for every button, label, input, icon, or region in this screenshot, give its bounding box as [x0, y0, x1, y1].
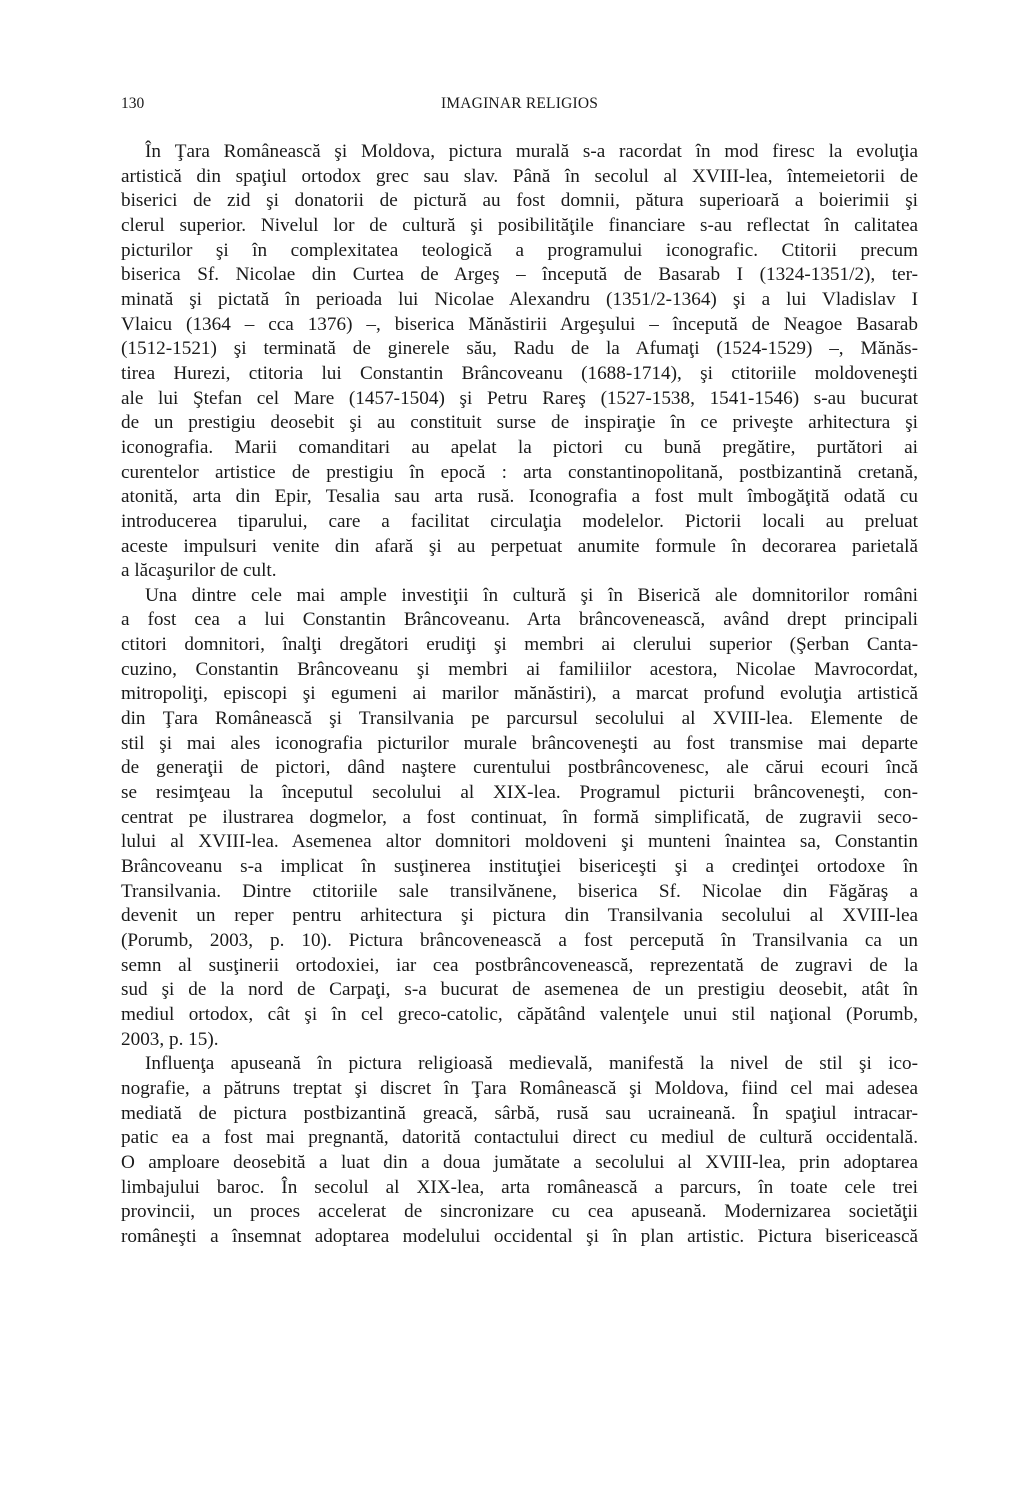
- text-line: (Porumb, 2003, p. 10). Pictura brâncovenească a fost percepută în Transilvania ca un: [121, 930, 918, 951]
- paragraph-1: [121, 140, 918, 584]
- text-line: artistică din spaţiul ortodox grec sau slav. Până în secolul al XVIII-lea, întemeietorii de: [121, 165, 918, 187]
- text-line: ctitori domnitori, înalţi dregători erudiţi şi membri ai clerului superior (Şerban Canta-: [121, 634, 918, 656]
- text-line: biserica Sf. Nicolae din Curtea de Argeş – începută de Basarab I (1324-1351/2), ter-: [121, 264, 918, 286]
- text-line: centrat pe ilustrarea dogmelor, a fost continuat, în formă simplificată, de zugravii seco-: [121, 806, 918, 828]
- text-line: patic ea a fost mai pregnantă, datorită contactului direct cu mediul de cultură occidentală.: [121, 1127, 918, 1149]
- text-line: sud şi de la nord de Carpaţi, s-a bucurat de asemenea de un prestigiu deosebit, atât în: [121, 979, 918, 1001]
- text-line: din Ţara Românească şi Transilvania pe parcursul secolului al XVIII-lea. Elemente de: [121, 708, 918, 730]
- body-text: [121, 140, 918, 1250]
- text-line: a lăcaşurilor de cult.: [121, 560, 277, 582]
- text-line: cuzino, Constantin Brâncoveanu şi membri ai familiilor acestora, Nicolae Mavrocordat,: [121, 658, 918, 680]
- text-line: Brâncoveanu s-a implicat în susţinerea instituţiei bisericeşti şi a credinţei ortodoxe în: [121, 856, 918, 878]
- text-line: Una dintre cele mai ample investiţii în cultură şi în Biserică ale domnitorilor români: [145, 584, 918, 606]
- text-line: picturilor şi în complexitatea teologică a programului iconografic. Ctitorii precum: [121, 239, 918, 261]
- text-line: curentelor artistice de prestigiu în epocă : arta constantinopolitană, postbizantină cretană,: [121, 461, 918, 483]
- text-line: româneşti a însemnat adoptarea modelului occidental şi în plan artistic. Pictura bisericească: [121, 1225, 918, 1247]
- running-header: [121, 93, 918, 115]
- text-line: iconografia. Marii comanditari au apelat la pictori cu bună pregătire, purtători ai: [121, 436, 918, 458]
- text-line: atonită, arta din Epir, Tesalia sau arta rusă. Iconografia a fost mult îmbogăţită odată cu: [121, 486, 918, 508]
- text-line: În Ţara Românească şi Moldova, pictura murală s-a racordat în mod firesc la evoluţia: [145, 141, 918, 162]
- text-line: Influenţa apuseană în pictura religioasă medievală, manifestă la nivel de stil şi ico-: [145, 1053, 918, 1075]
- text-line: devenit un reper pentru arhitectura şi pictura din Transilvania secolului al XVIII-lea: [121, 905, 918, 927]
- running-title: IMAGINAR RELIGIOS: [440, 95, 599, 112]
- text-line: 2003, p. 15).: [121, 1028, 219, 1050]
- text-line: lului al XVIII-lea. Asemenea altor domnitori moldoveni şi munteni înaintea sa, Constantin: [121, 831, 918, 853]
- text-line: se resimţeau la începutul secolului al XIX-lea. Programul picturii brâncoveneşti, con-: [121, 782, 918, 804]
- text-line: ale lui Ştefan cel Mare (1457-1504) şi Petru Rareş (1527-1538, 1541-1546) s-au bucurat: [121, 387, 918, 409]
- text-line: Vlaicu (1364 – cca 1376) –, biserica Mănăstirii Argeşului – începută de Neagoe Basarab: [121, 313, 918, 335]
- text-line: tirea Hurezi, ctitoria lui Constantin Brâncoveanu (1688-1714), şi ctitoriile moldoveneşti: [121, 362, 918, 384]
- text-line: limbajului baroc. În secolul al XIX-lea, arta românească a parcurs, în toate cele trei: [121, 1176, 918, 1198]
- text-line: stil şi mai ales iconografia picturilor murale brâncoveneşti au fost transmise mai departe: [121, 732, 918, 754]
- text-line: introducerea tiparului, care a facilitat circulaţia modelelor. Pictorii locali au preluat: [121, 510, 918, 532]
- page-number: 130: [121, 95, 145, 112]
- paragraph-3: [121, 1052, 918, 1249]
- text-line: (1512-1521) şi terminată de ginerele său, Radu de la Afumaţi (1524-1529) –, Mănăs-: [121, 338, 918, 360]
- text-line: de generaţii de pictori, dând naştere curentului postbrâncovenesc, ale cărui ecouri încă: [121, 757, 918, 779]
- paragraph-2: [121, 584, 918, 1052]
- text-line: semn al susţinerii ortodoxiei, iar cea postbrâncovenească, reprezentată de zugravi de la: [121, 954, 918, 976]
- text-line: aceste impulsuri venite din afară şi au perpetuat anumite formule în decorarea parietală: [121, 535, 918, 557]
- text-line: Transilvania. Dintre ctitoriile sale transilvănene, biserica Sf. Nicolae din Făgăraş a: [121, 880, 918, 902]
- text-line: clerul superior. Nivelul lor de cultură şi posibilităţile financiare s-au reflectat în calitatea: [121, 214, 918, 236]
- text-line: provincii, un proces accelerat de sincronizare cu cea apuseană. Modernizarea societăţii: [121, 1201, 918, 1223]
- text-line: minată şi pictată în perioada lui Nicolae Alexandru (1351/2-1364) şi a lui Vladislav I: [121, 288, 918, 310]
- text-line: mitropoliţi, episcopi şi egumeni ai marilor mănăstiri), a marcat profund evoluţia artistică: [121, 683, 918, 705]
- text-line: de un prestigiu deosebit şi au constituit surse de inspiraţie în ce priveşte arhitectura şi: [121, 412, 918, 434]
- text-line: a fost cea a lui Constantin Brâncoveanu. Arta brâncovenească, având drept principali: [121, 609, 918, 631]
- text-line: mediul ortodox, cât şi în cel greco-catolic, căpătând valenţele unui stil naţional (Porumb,: [121, 1003, 918, 1025]
- text-line: mediată de pictura postbizantină greacă, sârbă, rusă sau ucraineană. În spaţiul intracar-: [121, 1102, 918, 1124]
- text-line: nografie, a pătruns treptat şi discret în Ţara Românească şi Moldova, fiind cel mai adesea: [121, 1077, 918, 1099]
- paragraph-container: [121, 140, 918, 1250]
- text-line: biserici de zid şi donatorii de pictură au fost domnii, pătura superioară a boierimii şi: [121, 190, 918, 212]
- text-line: O amploare deosebită a luat din a doua jumătate a secolului al XVIII-lea, prin adoptarea: [121, 1151, 918, 1173]
